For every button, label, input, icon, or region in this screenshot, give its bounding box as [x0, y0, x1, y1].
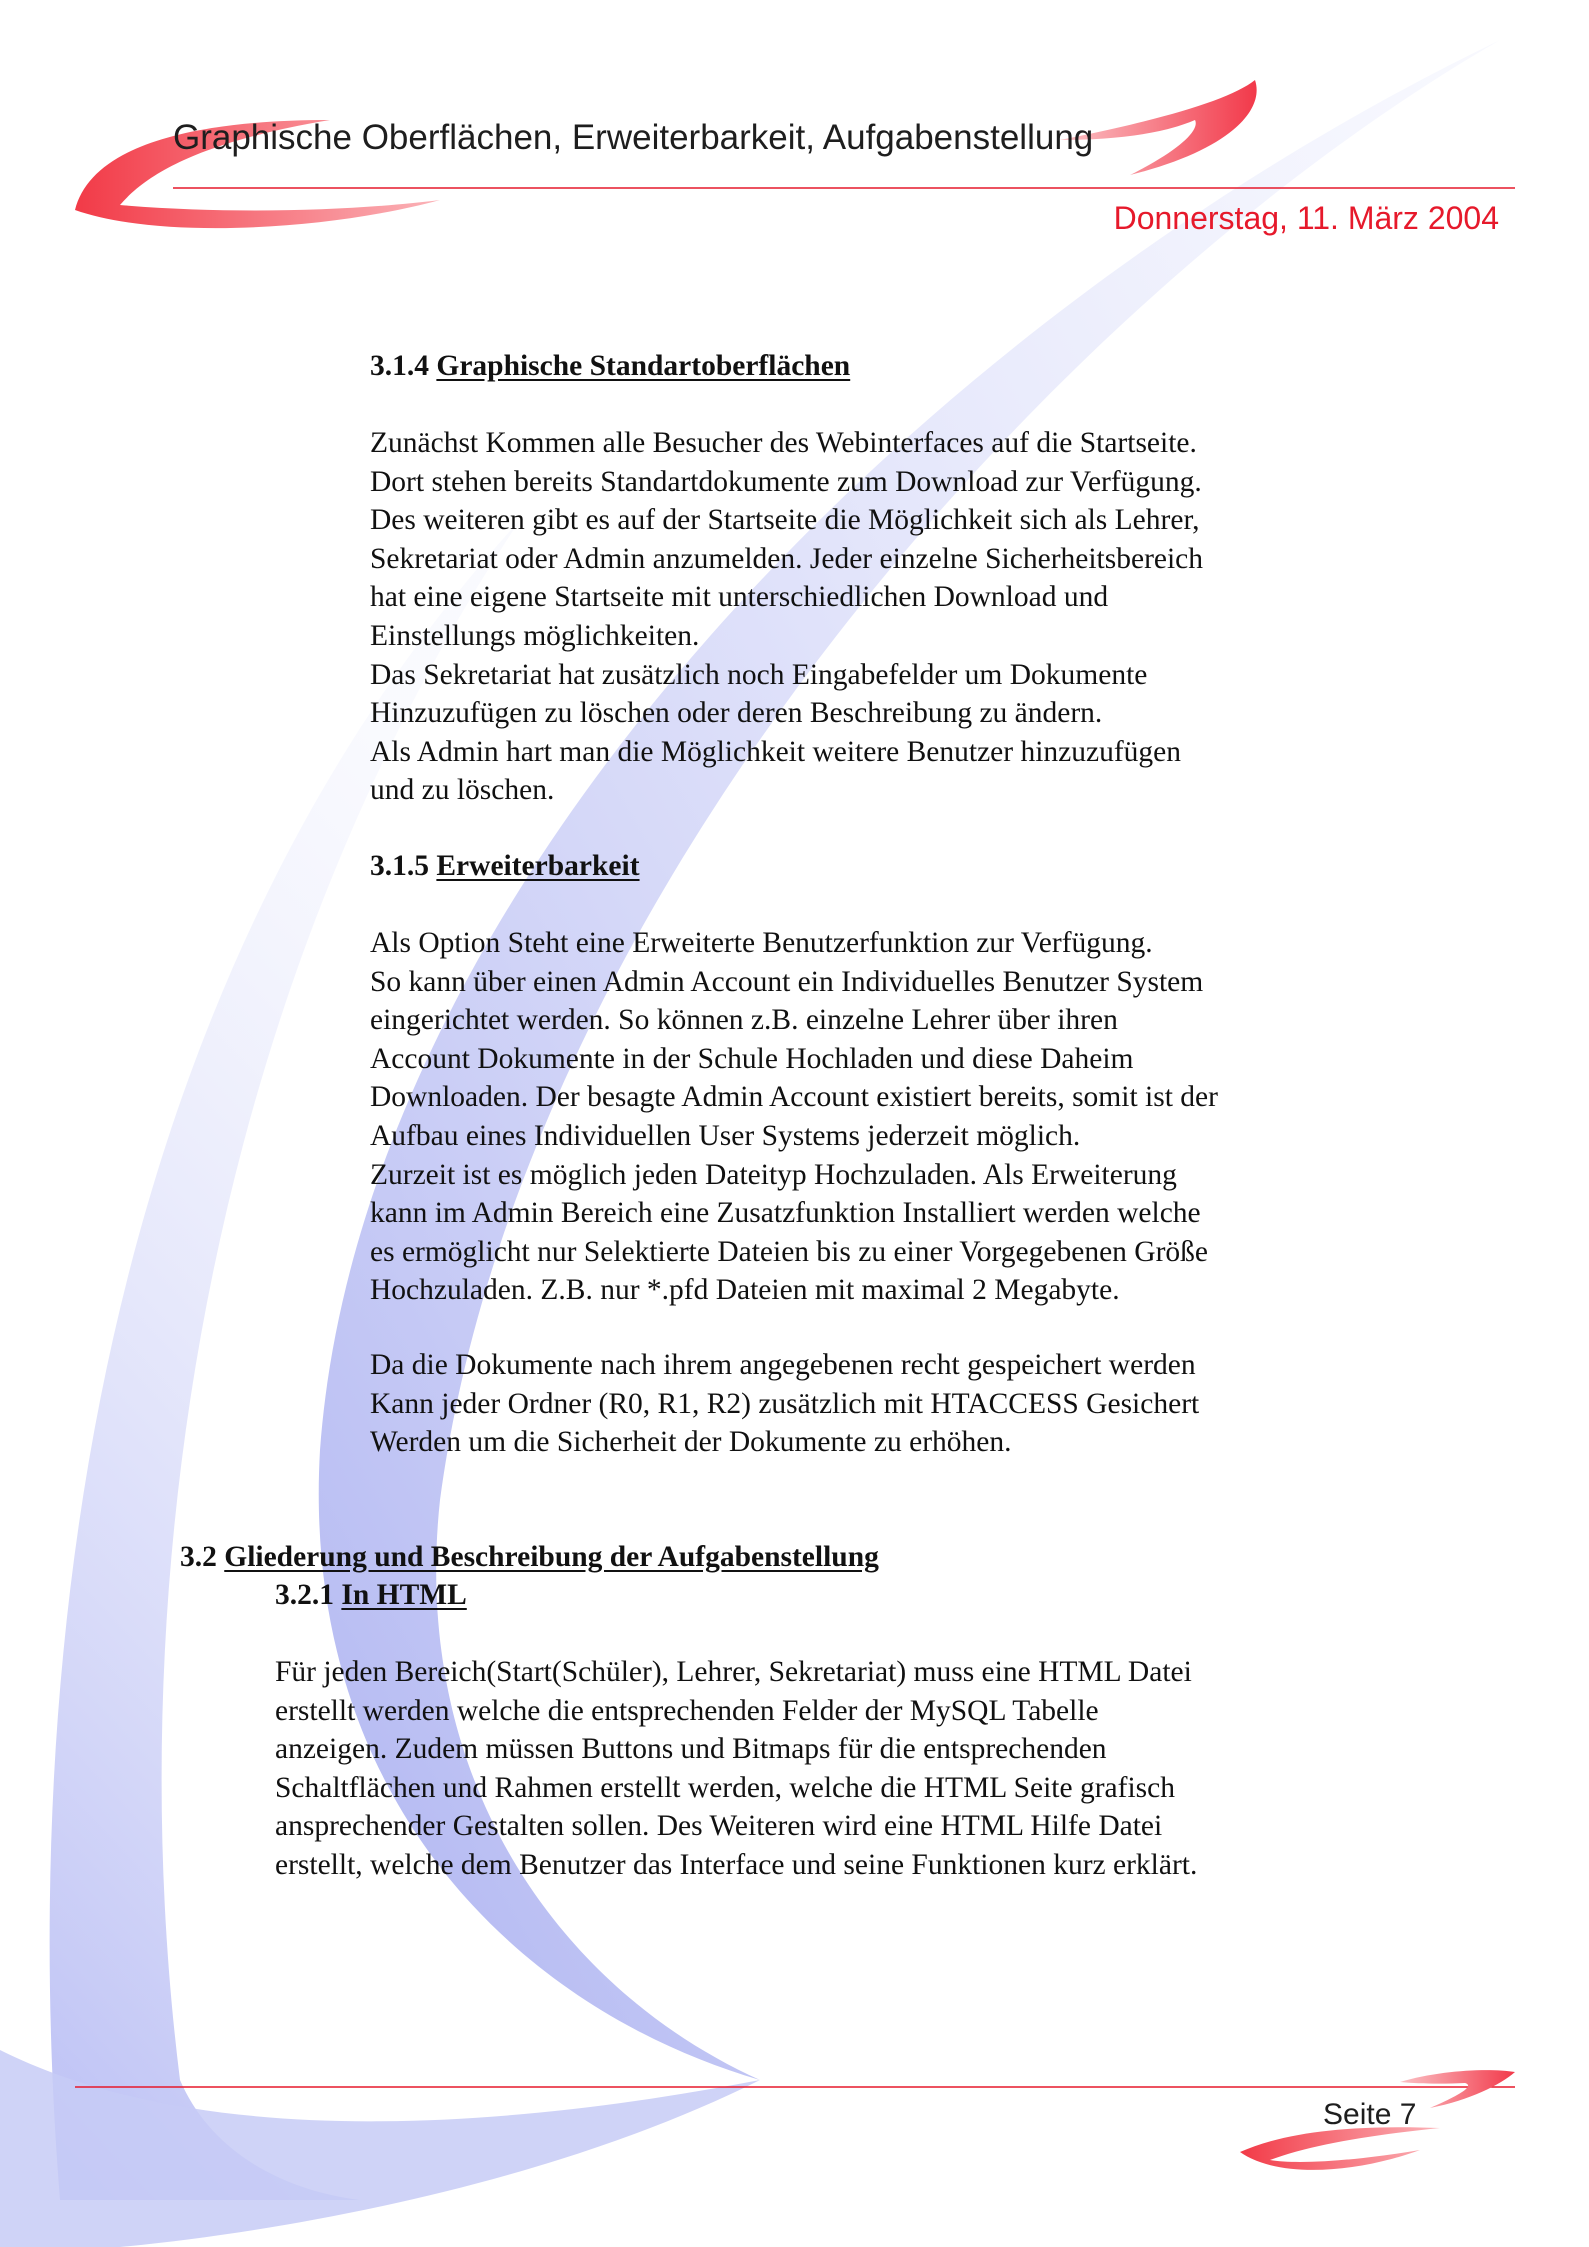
paragraph-line: Des weiteren gibt es auf der Startseite die Möglichkeit sich als Lehrer,: [370, 504, 1200, 537]
paragraph-line: Sekretariat oder Admin anzumelden. Jeder einzelne Sicherheitsbereich: [370, 542, 1204, 575]
paragraph-line: kann im Admin Bereich eine Zusatzfunktion Installiert werden welche: [370, 1197, 1201, 1230]
paragraph-line: Account Dokumente in der Schule Hochladen und diese Daheim: [370, 1042, 1134, 1075]
section-number: 3.2.1: [275, 1579, 334, 1611]
paragraph-line: Schaltflächen und Rahmen erstellt werden, welche die HTML Seite grafisch: [275, 1771, 1175, 1804]
header-title: Graphische Oberflächen, Erweiterbarkeit, Aufgabenstellung: [173, 118, 1094, 157]
section-3-2-1-body: [275, 1653, 1197, 1885]
section-3-2: [180, 1538, 879, 1577]
paragraph-line: Hinzuzufügen zu löschen oder deren Beschreibung zu ändern.: [370, 697, 1103, 730]
paragraph-line: es ermöglicht nur Selektierte Dateien bis zu einer Vorgegebenen Größe: [370, 1235, 1209, 1268]
paragraph-line: Einstellungs möglichkeiten.: [370, 619, 700, 652]
paragraph-line: Aufbau eines Individuellen User Systems jederzeit möglich.: [370, 1119, 1081, 1152]
paragraph-line: Downloaden. Der besagte Admin Account existiert bereits, somit ist der: [370, 1081, 1218, 1114]
section-3-1-5-body: [370, 924, 1218, 1310]
paragraph-line: Als Option Steht eine Erweiterte Benutzerfunktion zur Verfügung.: [370, 927, 1153, 959]
paragraph-line: ansprechender Gestalten sollen. Des Weiteren wird eine HTML Hilfe Datei: [275, 1810, 1163, 1843]
header-date: Donnerstag, 11. März 2004: [1113, 200, 1499, 236]
section-title: Gliederung und Beschreibung der Aufgabenstellung: [224, 1541, 879, 1573]
paragraph-line: Da die Dokumente nach ihrem angegebenen recht gespeichert werden: [370, 1349, 1196, 1381]
section-heading: [370, 347, 850, 386]
section-heading: [275, 1576, 467, 1615]
paragraph-line: Kann jeder Ordner (R0, R1, R2) zusätzlich mit HTACCESS Gesichert: [370, 1387, 1200, 1420]
paragraph-line: Dort stehen bereits Standartdokumente zum Download zur Verfügung.: [370, 465, 1202, 498]
red-swoosh-bottom-right-upper: [1400, 2070, 1515, 2108]
paragraph-line: Als Admin hart man die Möglichkeit weitere Benutzer hinzuzufügen: [370, 735, 1182, 768]
section-3-1-4-body: [370, 424, 1203, 810]
section-heading: [180, 1538, 879, 1577]
paragraph-line: Zurzeit ist es möglich jeden Dateityp Hochzuladen. Als Erweiterung: [370, 1158, 1177, 1191]
paragraph-line: Werden um die Sicherheit der Dokumente zu erhöhen.: [370, 1426, 1012, 1459]
section-heading: [370, 847, 640, 886]
paragraph-line: und zu löschen.: [370, 774, 555, 807]
paragraph-line: eingerichtet werden. So können z.B. einzelne Lehrer über ihren: [370, 1004, 1118, 1037]
section-number: 3.1.4: [370, 350, 429, 382]
section-number: 3.2: [180, 1541, 217, 1573]
page-number: Seite 7: [1323, 2098, 1417, 2131]
section-3-1-5-body-2: [370, 1346, 1199, 1462]
paragraph-line: Hochzuladen. Z.B. nur *.pfd Dateien mit maximal 2 Megabyte.: [370, 1274, 1120, 1307]
section-number: 3.1.5: [370, 850, 429, 882]
paragraph-line: erstellt, welche dem Benutzer das Interface und seine Funktionen kurz erklärt.: [275, 1848, 1198, 1881]
section-title: Graphische Standartoberflächen: [436, 350, 851, 382]
section-3-1-4: [370, 347, 850, 386]
section-title: Erweiterbarkeit: [436, 850, 640, 882]
paragraph-line: Das Sekretariat hat zusätzlich noch Eingabefelder um Dokumente: [370, 658, 1148, 691]
red-swoosh-bottom-right: [1240, 2127, 1440, 2170]
paragraph-line: So kann über einen Admin Account ein Individuelles Benutzer System: [370, 965, 1204, 998]
section-3-2-1: [275, 1576, 467, 1615]
paragraph-line: Für jeden Bereich(Start(Schüler), Lehrer, Sekretariat) muss eine HTML Datei: [275, 1656, 1192, 1688]
paragraph-line: Zunächst Kommen alle Besucher des Webinterfaces auf die Startseite.: [370, 427, 1197, 459]
paragraph-line: erstellt werden welche die entsprechenden Felder der MySQL Tabelle: [275, 1694, 1099, 1727]
paragraph-line: hat eine eigene Startseite mit unterschiedlichen Download und: [370, 581, 1109, 614]
section-title: In HTML: [341, 1579, 467, 1611]
paragraph-line: anzeigen. Zudem müssen Buttons und Bitmaps für die entsprechenden: [275, 1733, 1107, 1766]
section-3-1-5: [370, 847, 640, 886]
